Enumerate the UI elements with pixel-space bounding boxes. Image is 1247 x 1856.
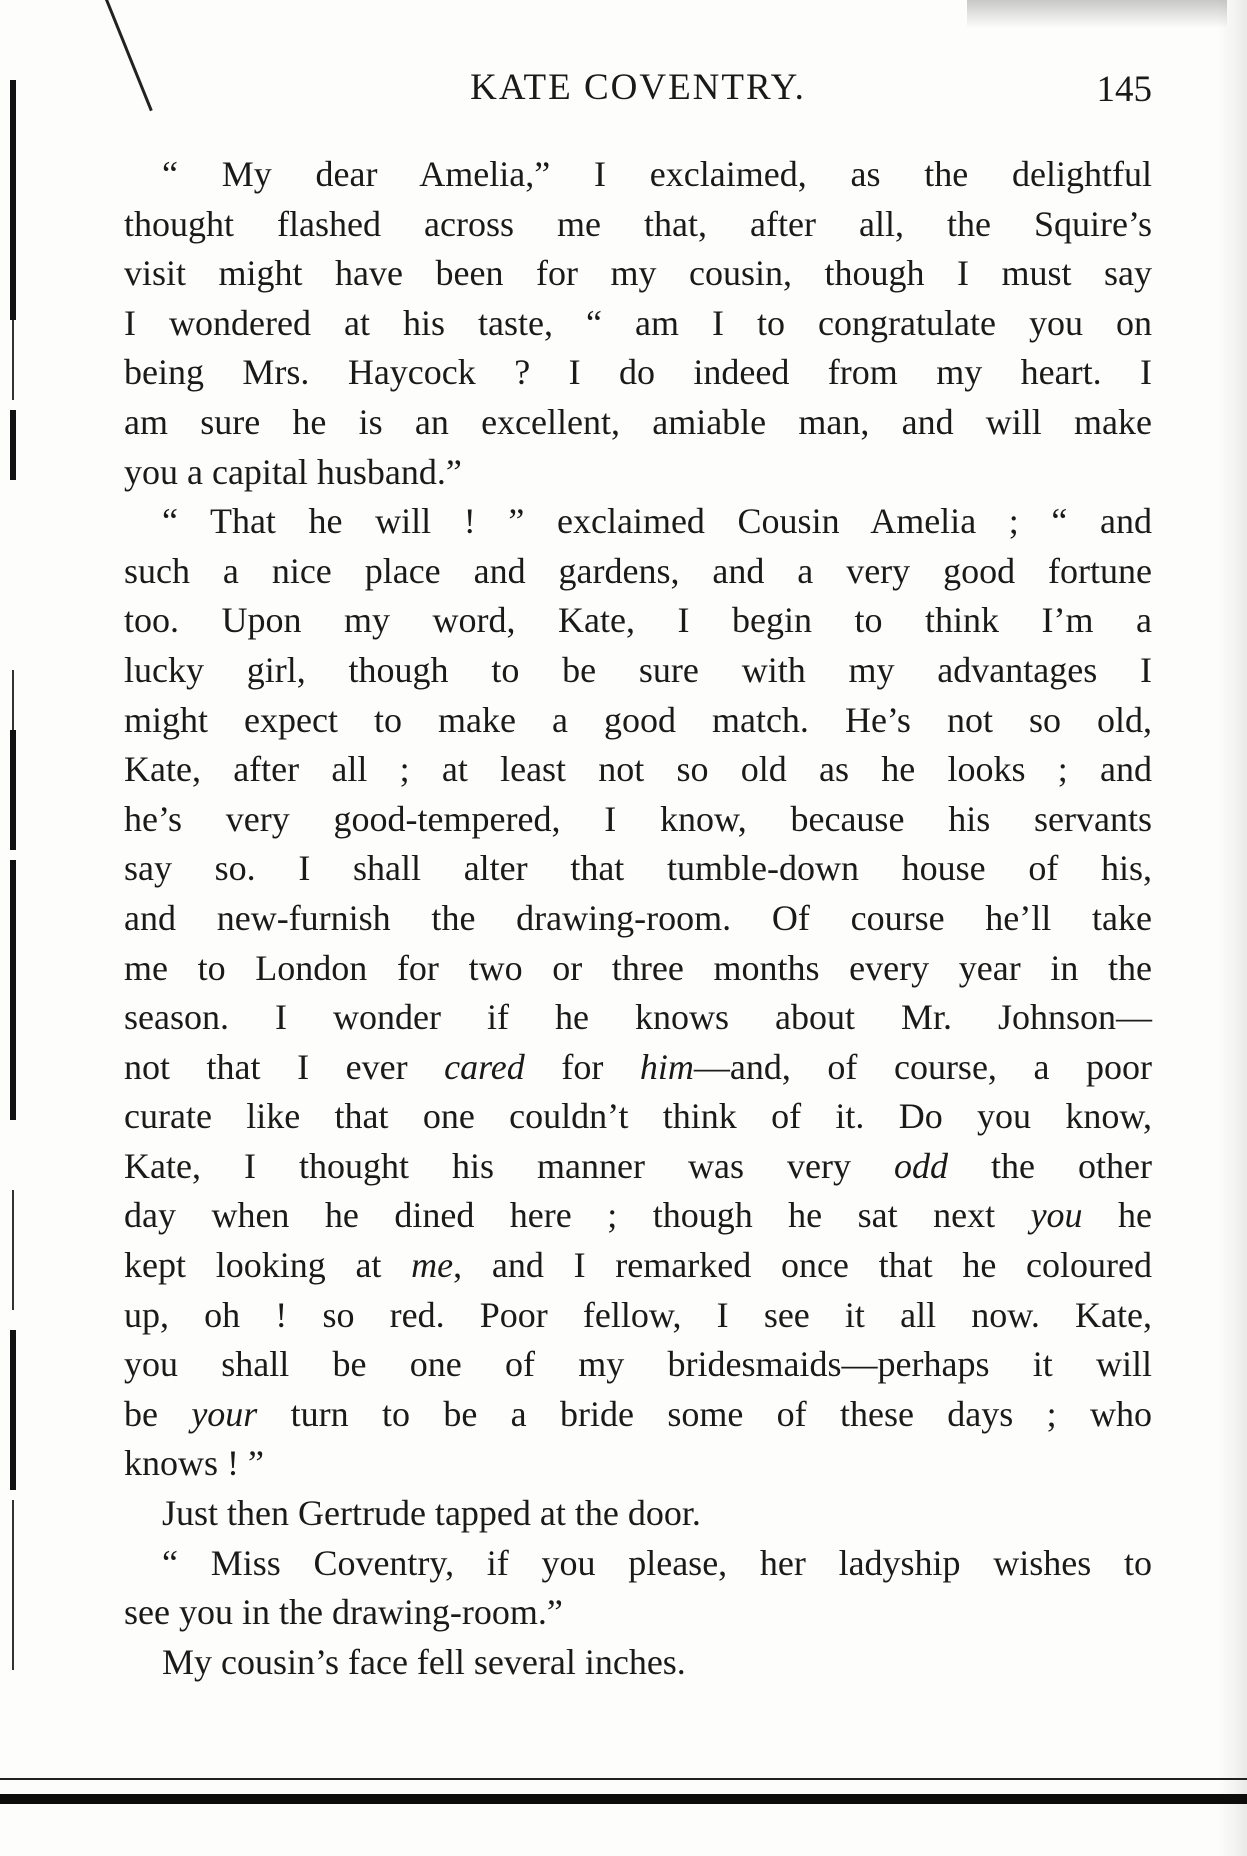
text-line: you shall be one of my bridesmaids—perhaps it will — [124, 1344, 1152, 1385]
text-line: say so. I shall alter that tumble-down house of his, — [124, 848, 1152, 889]
running-title: KATE COVENTRY. — [470, 67, 806, 108]
italic-word: cared — [444, 1046, 525, 1087]
scan-right-edge — [1217, 0, 1247, 1856]
text-line: am sure he is an excellent, amiable man, and will make — [124, 401, 1152, 442]
running-head — [124, 66, 1152, 116]
text-line: be your turn to be a bride some of these days ; who — [124, 1393, 1152, 1434]
text-line: might expect to make a good match. He’s not so old, — [124, 699, 1152, 740]
text-line: season. I wonder if he knows about Mr. Johnson— — [124, 997, 1152, 1038]
italic-word: me — [411, 1245, 454, 1286]
text-line: such a nice place and gardens, and a very good fortune — [124, 550, 1152, 591]
text-line: lucky girl, though to be sure with my advantages I — [124, 649, 1152, 690]
text-line: day when he dined here ; though he sat next you he — [124, 1195, 1152, 1236]
text-line: see you in the drawing-room.” — [124, 1592, 563, 1633]
scan-left-edge — [8, 30, 22, 1770]
body-text — [124, 150, 1152, 1687]
text-line: Just then Gertrude tapped at the door. — [162, 1493, 701, 1534]
text-line: Kate, I thought his manner was very odd the other — [124, 1145, 1152, 1186]
text-line: too. Upon my word, Kate, I begin to think I’m a — [124, 600, 1152, 641]
text-line: “ My dear Amelia,” I exclaimed, as the delightful — [162, 154, 1152, 194]
text-line: My cousin’s face fell several inches. — [162, 1641, 686, 1682]
text-line: “ Miss Coventry, if you please, her ladyship wishes to — [162, 1542, 1152, 1583]
text-line: kept looking at me, and I remarked once that he coloured — [124, 1245, 1152, 1286]
text-line: me to London for two or three months every year in the — [124, 947, 1152, 988]
text-line: being Mrs. Haycock ? I do indeed from my heart. I — [124, 352, 1152, 393]
text-line: Kate, after all ; at least not so old as he looks ; and — [124, 749, 1152, 790]
italic-word: odd — [894, 1145, 948, 1186]
text-line: not that I ever cared for him—and, of course, a poor — [124, 1046, 1153, 1087]
text-line: up, oh ! so red. Poor fellow, I see it all now. Kate, — [124, 1294, 1152, 1335]
text-line: and new-furnish the drawing-room. Of course he’ll take — [124, 897, 1152, 938]
bottom-border — [0, 1794, 1247, 1804]
text-line: I wondered at his taste, “ am I to congratulate you on — [124, 302, 1152, 343]
text-line: visit might have been for my cousin, though I must say — [124, 253, 1152, 294]
italic-word: him — [639, 1046, 694, 1087]
scan-smudge — [967, 0, 1227, 28]
italic-word: you — [1030, 1195, 1083, 1236]
text-line: thought flashed across me that, after all, the Squire’s — [124, 203, 1152, 244]
text-line: “ That he will ! ” exclaimed Cousin Amelia ; “ and — [162, 501, 1152, 542]
text-line: knows ! ” — [124, 1443, 264, 1484]
italic-word: your — [191, 1393, 258, 1434]
bottom-border-thin — [0, 1778, 1247, 1780]
text-line: you a capital husband.” — [124, 451, 462, 492]
text-line: he’s very good-tempered, I know, because his servants — [124, 798, 1152, 839]
page-number: 145 — [1096, 69, 1152, 110]
text-line: curate like that one couldn’t think of it. Do you know, — [124, 1096, 1152, 1137]
